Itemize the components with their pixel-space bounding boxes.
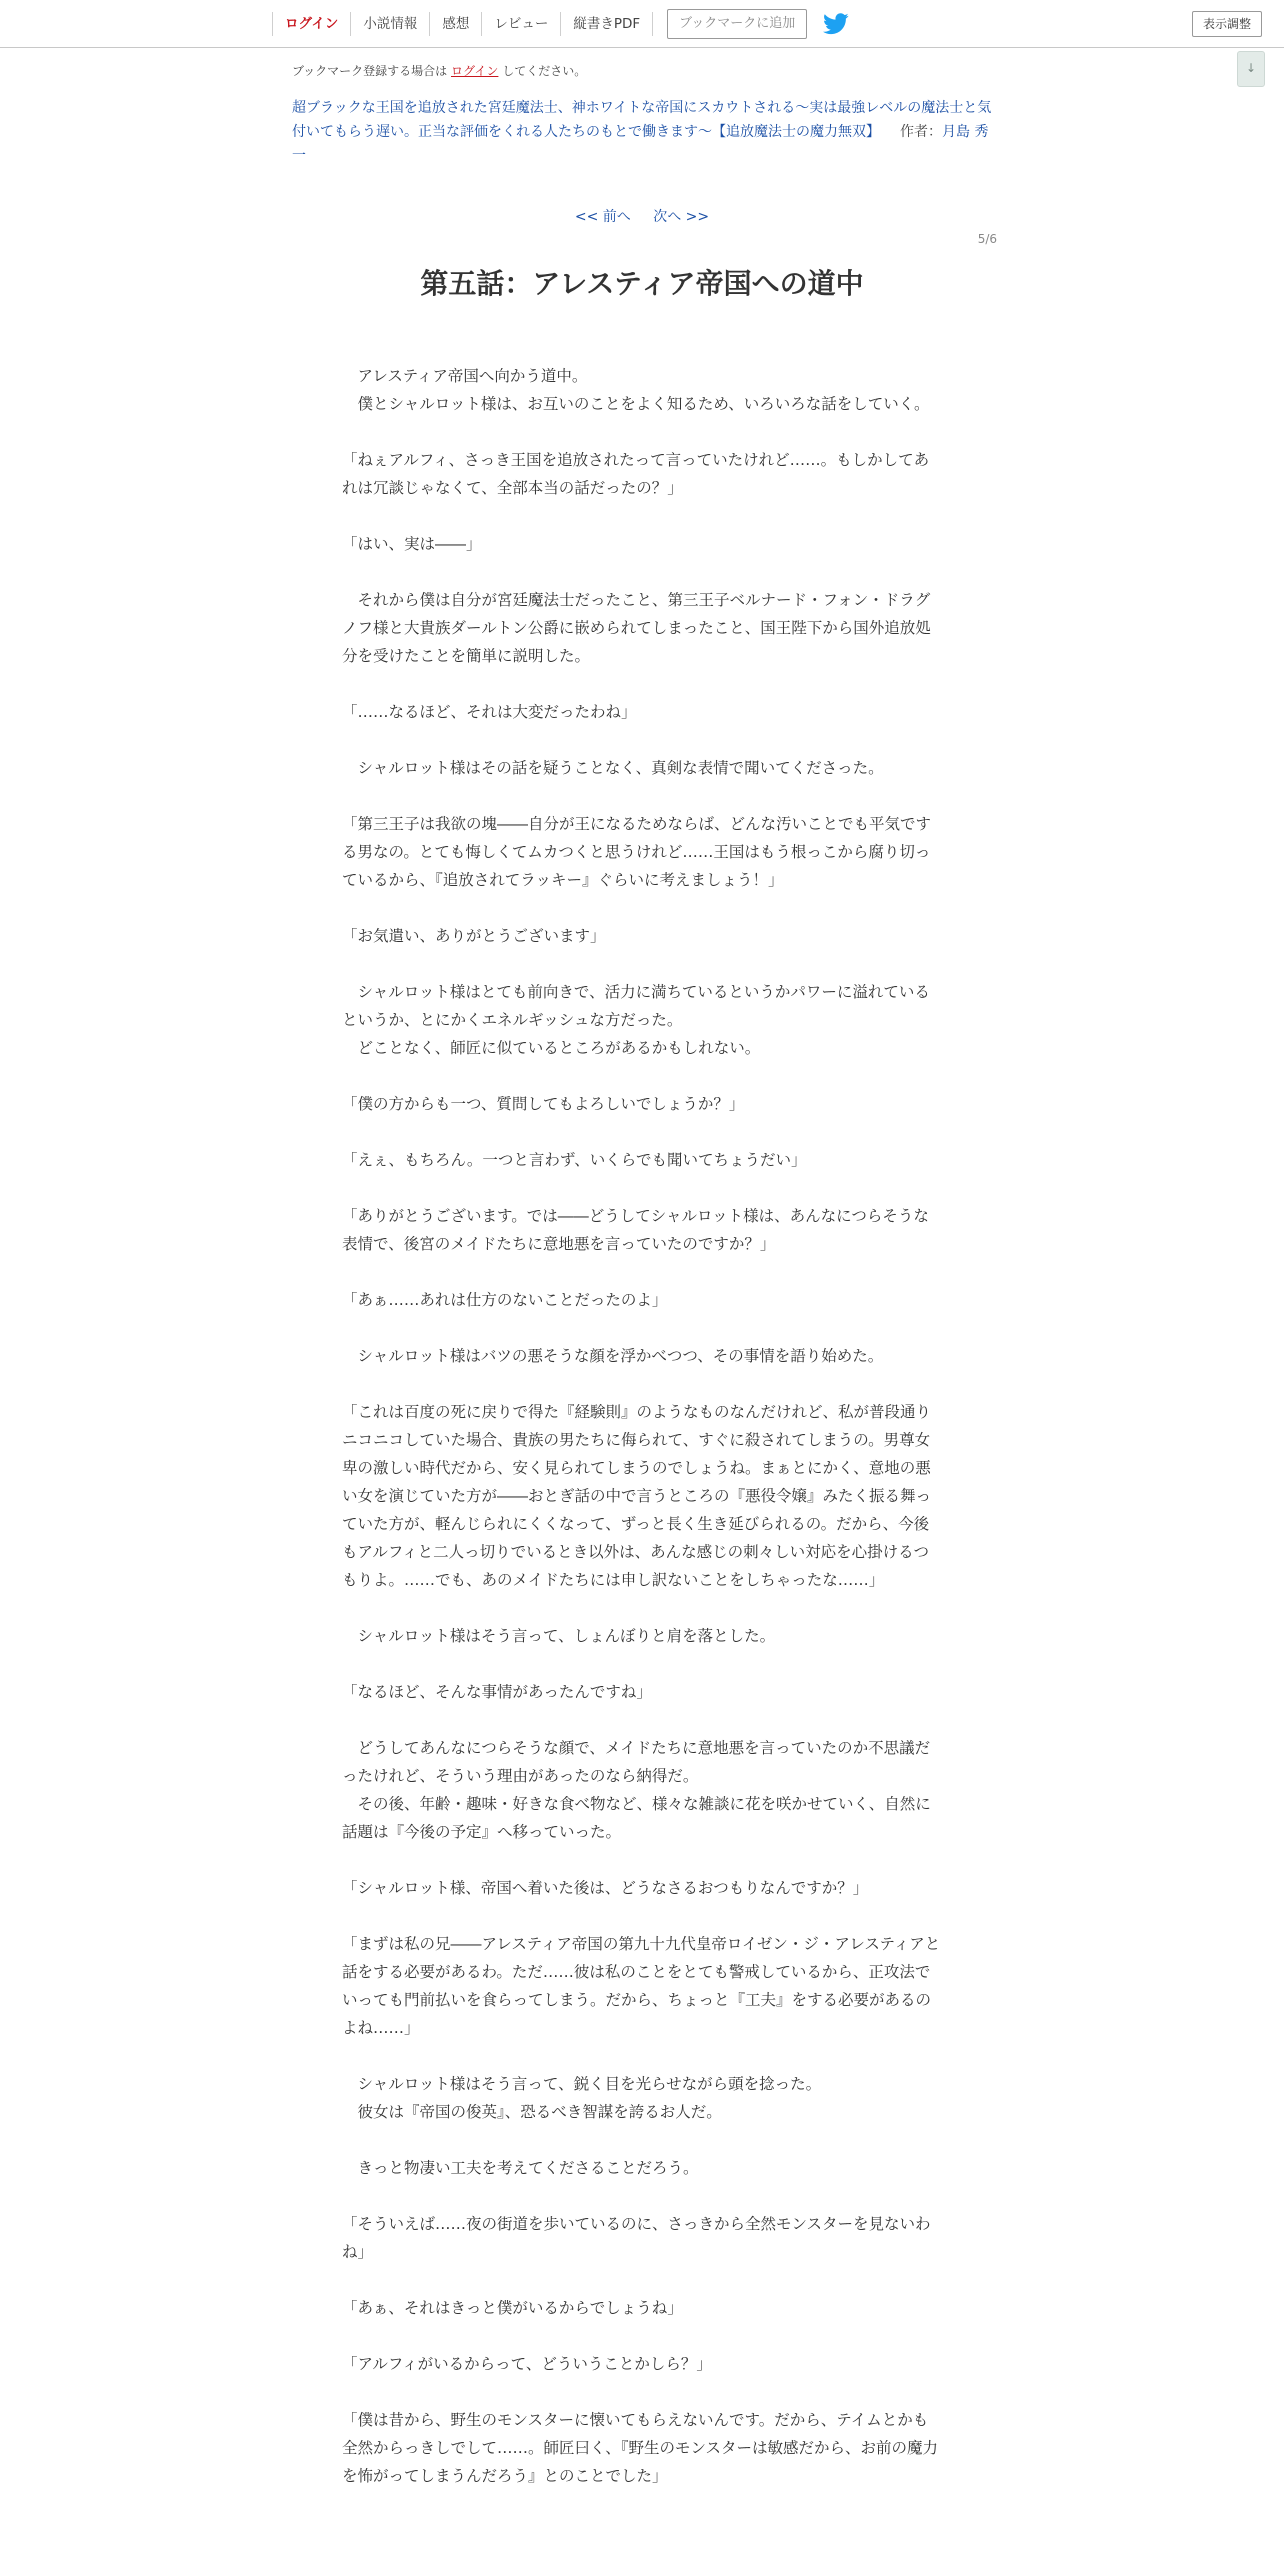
body-paragraph [342,1258,942,1286]
bookmark-notice [292,62,586,79]
body-paragraph: 彼女は『帝国の俊英』、恐るべき智謀を誇るお人だ。 [342,2103,722,2121]
body-paragraph [342,2182,942,2210]
body-paragraph [342,670,942,698]
body-paragraph [342,1594,942,1622]
body-paragraph: シャルロット様はそう言って、鋭く目を光らせながら頭を捻った。 [342,2075,822,2093]
body-paragraph: シャルロット様はとても前向きで、活力に満ちているというかパワーに溢れているというか、とにかくエネルギッシュな方だった。 [342,983,930,1029]
body-paragraph: 「あぁ……あれは仕方のないことだったのよ」 [342,1291,668,1309]
body-paragraph: シャルロット様はバツの悪そうな顔を浮かべつつ、その事情を語り始めた。 [342,1347,884,1365]
body-paragraph: 「はい、実は――」 [342,535,482,553]
body-paragraph [342,2322,942,2350]
body-paragraph: 「ありがとうございます。では――どうしてシャルロット様は、あんなにつらそうな表情で、後宮のメイドたちに意地悪を言っていたのですか？」 [342,1207,929,1253]
body-paragraph: 「あぁ、それはきっと僕がいるからでしょうね」 [342,2299,683,2317]
body-paragraph: その後、年齢・趣味・好きな食べ物など、様々な雑談に花を咲かせていく、自然に話題は『今後の予定』へ移っていった。 [342,1795,931,1841]
body-paragraph: 「ねぇアルフィ、さっき王国を追放されたって言っていたけれど……。もしかしてあれは冗談じゃなくて、全部本当の話だったの？」 [342,451,930,497]
next-page-link[interactable]: 次へ >> [653,209,710,225]
body-paragraph [342,894,942,922]
twitter-icon[interactable] [823,13,849,35]
body-paragraph [342,1174,942,1202]
body-paragraph [342,782,942,810]
author-link[interactable]: 月島 秀一 [292,124,989,164]
notice-suffix: してください。 [502,64,587,78]
add-bookmark-button[interactable]: ブックマークに追加 [667,9,807,39]
header-nav [272,0,849,47]
body-paragraph [342,502,942,530]
prev-page-link[interactable]: << 前へ [574,209,631,225]
pager [0,206,1284,226]
nav-vertical-pdf-link[interactable]: 縦書きPDF [560,12,653,36]
nav-login-link[interactable]: ログイン [272,12,350,36]
body-paragraph: それから僕は自分が宮廷魔法士だったこと、第三王子ベルナード・フォン・ドラグノフ様と大貴族ダールトン公爵に嵌められてしまったこと、国王陛下から国外追放処分を受けたことを簡単に説明した。 [342,591,931,665]
body-paragraph [342,2378,942,2406]
body-paragraph [342,1370,942,1398]
body-paragraph [342,1902,942,1930]
display-settings-button[interactable]: 表示調整 [1192,11,1262,37]
body-paragraph [342,418,942,446]
body-paragraph [342,1846,942,1874]
body-paragraph: 「なるほど、そんな事情があったんですね」 [342,1683,652,1701]
body-paragraph: どうしてあんなにつらそうな顔で、メイドたちに意地悪を言っていたのか不思議だったけれど、そういう理由があったのなら納得だ。 [342,1739,931,1785]
body-paragraph [342,2126,942,2154]
body-paragraph [342,2042,942,2070]
body-paragraph: 「これは百度の死に戻りで得た『経験則』のようなものなんだけれど、私が普段通りニコニコしていた場合、貴族の男たちに侮られて、すぐに殺されてしまうの。男尊女卑の激しい時代だから、安く見られてしまうのでしょうね。まぁとにかく、意地の悪い女を演じていた方が――おとぎ話の中で言うところの『悪役令嬢』みたく振る舞っていた方が、軽んじられにくくなって、ずっと長く生き延びられるの。だから、今後もアルフィと二人っ切りでいるとき以外は、あんな感じの刺々しい対応を心掛けるつもりよ。……でも、あのメイドたちには申し訳ないことをしちゃったな……」 [342,1403,932,1589]
author-label: 作者： [900,124,942,140]
novel-title-link[interactable]: 超ブラックな王国を追放された宮廷魔法士、神ホワイトな帝国にスカウトされる～実は最強レベルの魔法士と気付いてもらう遅い。正当な評価をくれる人たちのもとで働きます～【追放魔法士の魔力無双】 [292,100,992,140]
body-paragraph: シャルロット様はそう言って、しょんぼりと肩を落とした。 [342,1627,776,1645]
body-paragraph: 「僕の方からも一つ、質問してもよろしいでしょうか？」 [342,1095,745,1113]
body-paragraph: 僕とシャルロット様は、お互いのことをよく知るため、いろいろな話をしていく。 [342,395,930,413]
nav-review-link[interactable]: レビュー [481,12,560,36]
body-paragraph [342,1650,942,1678]
body-paragraph: きっと物凄い工夫を考えてくださることだろう。 [342,2159,699,2177]
scroll-down-tab[interactable]: ↓ [1237,51,1265,87]
chapter-body [342,362,942,2490]
notice-prefix: ブックマーク登録する場合は [292,64,448,78]
body-paragraph [342,950,942,978]
body-paragraph: 「そういえば……夜の街道を歩いているのに、さっきから全然モンスターを見ないわね」 [342,2215,931,2261]
notice-login-link[interactable]: ログイン [451,64,499,78]
body-paragraph [342,1062,942,1090]
page-count: 5/6 [977,232,997,246]
body-paragraph: アレスティア帝国へ向かう道中。 [342,367,588,385]
body-paragraph [342,558,942,586]
nav-impressions-link[interactable]: 感想 [429,12,481,36]
body-paragraph [342,2266,942,2294]
body-paragraph: 「僕は昔から、野生のモンスターに懐いてもらえないんです。だから、テイムとかも全然からっきしでして……。師匠曰く、『野生のモンスターは敏感だから、お前の魔力を怖がってしまうんだろう』とのことでした」 [342,2411,938,2485]
body-paragraph: 「アルフィがいるからって、どういうことかしら？」 [342,2355,712,2373]
body-paragraph [342,1314,942,1342]
body-paragraph: 「第三王子は我欲の塊――自分が王になるためならば、どんな汚いことでも平気でする男なの。とても悔しくてムカつくと思うけれど……王国はもう根っこから腐り切っているから、『追放されてラッキー』ぐらいに考えましょう！」 [342,815,932,889]
body-paragraph: どことなく、師匠に似ているところがあるかもしれない。 [342,1039,761,1057]
chapter-title: 第五話：アレスティア帝国への道中 [420,267,864,300]
body-paragraph: 「シャルロット様、帝国へ着いた後は、どうなさるおつもりなんですか？」 [342,1879,869,1897]
body-paragraph: 「……なるほど、それは大変だったわね」 [342,703,637,721]
body-paragraph [342,1118,942,1146]
body-paragraph: 「えぇ、もちろん。一つと言わず、いくらでも聞いてちょうだい」 [342,1151,807,1169]
top-bar [0,0,1284,48]
nav-novel-info-link[interactable]: 小説情報 [350,12,429,36]
body-paragraph [342,1706,942,1734]
body-paragraph: 「まずは私の兄――アレスティア帝国の第九十九代皇帝ロイゼン・ジ・アレスティアと話をする必要があるわ。ただ……彼は私のことをとても警戒しているから、正攻法でいっても門前払いを食らってしまう。だから、ちょっと『工夫』をする必要があるのよね……」 [342,1935,941,2037]
body-paragraph: シャルロット様はその話を疑うことなく、真剣な表情で聞いてくださった。 [342,759,884,777]
novel-title-block [292,96,997,168]
body-paragraph: 「お気遣い、ありがとうございます」 [342,927,606,945]
body-paragraph [342,726,942,754]
